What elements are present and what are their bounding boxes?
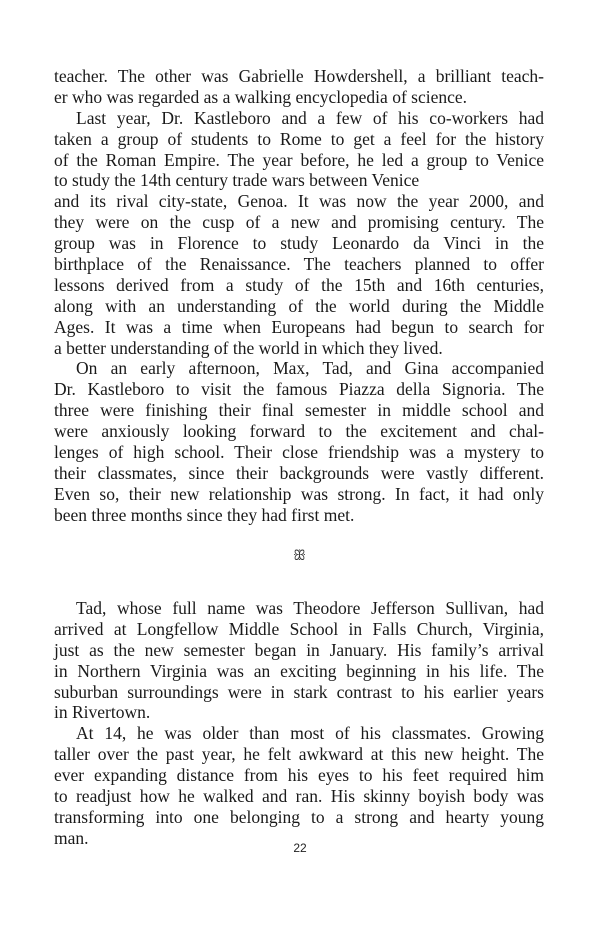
text-line: man.	[54, 827, 89, 848]
text-line: Last year, Dr. Kastleboro and a few of his co-workers had	[76, 107, 544, 128]
text-line: and its rival city-state, Genoa. It was now the year 2000, and	[54, 191, 544, 212]
text-line: lessons derived from a study of the 15th and 16th centuries,	[54, 274, 544, 295]
text-line: a better understanding of the world in which they lived.	[54, 337, 443, 358]
text-line: lenges of high school. Their close friendship was a mystery to	[54, 442, 544, 463]
text-line: they were on the cusp of a new and promising century. The	[54, 212, 544, 233]
text-line: to study the 14th century trade wars between Venice	[54, 170, 420, 191]
text-line: along with an understanding of the world during the Middle	[54, 295, 544, 316]
text-line: ever expanding distance from his eyes to his feet required him	[54, 765, 544, 786]
text-line: birthplace of the Renaissance. The teachers planned to offer	[54, 254, 544, 275]
text-line: teacher. The other was Gabrielle Howdershell, a brilliant teach-	[54, 66, 544, 86]
text-line: taller over the past year, he felt awkward at this new height. The	[54, 744, 544, 765]
text-line: in Northern Virginia was an exciting beginning in his life. The	[54, 660, 544, 681]
text-section-1	[54, 66, 544, 526]
text-line: in Rivertown.	[54, 702, 151, 723]
page-number: 22	[293, 841, 307, 855]
text-line: Tad, whose full name was Theodore Jefferson Sullivan, had	[76, 598, 544, 618]
text-line: suburban surroundings were in stark contrast to his earlier years	[54, 681, 544, 702]
text-line: three were finishing their final semester in middle school and	[54, 400, 544, 421]
text-line: arrived at Longfellow Middle School in Falls Church, Virginia,	[54, 618, 544, 639]
text-section-2	[54, 598, 544, 849]
text-line: to readjust how he walked and ran. His skinny boyish body was	[54, 786, 544, 807]
text-line: Dr. Kastleboro to visit the famous Piazza della Signoria. The	[54, 379, 544, 400]
text-line: On an early afternoon, Max, Tad, and Gina accompanied	[76, 358, 544, 379]
text-line: transforming into one belonging to a strong and hearty young	[54, 806, 544, 827]
text-line: Even so, their new relationship was strong. In fact, it had only	[54, 483, 544, 504]
text-line: their classmates, since their backgrounds were vastly different.	[54, 462, 544, 483]
text-line: just as the new semester began in January. His family’s arrival	[54, 639, 544, 660]
text-line: group was in Florence to study Leonardo da Vinci in the	[54, 233, 544, 254]
text-line: taken a group of students to Rome to get a feel for the history	[54, 128, 544, 149]
section-break-ornament-icon: ꕥ	[293, 548, 307, 564]
text-line: Ages. It was a time when Europeans had begun to search for	[54, 316, 544, 337]
text-line: been three months since they had first met.	[54, 504, 355, 525]
text-line: er who was regarded as a walking encyclopedia of science.	[54, 86, 468, 107]
text-line: of the Roman Empire. The year before, he led a group to Venice	[54, 149, 544, 170]
text-line: At 14, he was older than most of his classmates. Growing	[76, 723, 544, 744]
text-line: were anxiously looking forward to the excitement and chal-	[54, 421, 544, 442]
